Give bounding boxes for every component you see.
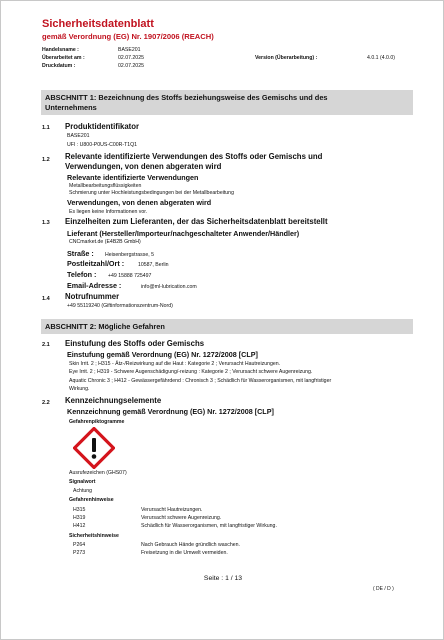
classification-line-1: Skin Irrit. 2 ; H315 - Ätz-/Reizwirkung auf die Haut : Kategorie 2 ; Verursacht Hautreizungen. (69, 361, 281, 367)
hazard-code: H412 (73, 523, 86, 529)
subsection-1-2-title-line2: Verwendungen, von denen abgeraten wird (65, 162, 222, 171)
language-code: ( DE / D ) (373, 586, 394, 592)
hazard-code: H319 (73, 515, 86, 521)
section1-heading-line2: Unternehmens (45, 102, 97, 112)
section2-heading-bar (41, 319, 413, 334)
telefon-value: +49 15888 725497 (108, 273, 152, 279)
subsection-1-4-number: 1.4 (42, 296, 50, 302)
subsection-2-1-number: 2.1 (42, 342, 50, 348)
emergency-number: +49 55119240 (Giftinformationszentrum-Nord) (67, 303, 173, 309)
hazard-text: Verursacht Hautreizungen. (141, 507, 203, 513)
email-value: info@ml-lubrication.com (141, 284, 197, 290)
handelsname-label: Handelsname : (42, 47, 79, 53)
document-title: Sicherheitsdatenblatt (42, 18, 154, 30)
precautionary-code: P264 (73, 542, 86, 548)
strasse-value: Heisenbergstrasse, 5 (105, 252, 155, 258)
hazard-code: H315 (73, 507, 86, 513)
subsection-1-4-title: Notrufnummer (65, 292, 120, 301)
section1-heading-line1: ABSCHNITT 1: Bezeichnung des Stoffs beziehungsweise des Gemischs und des (45, 93, 328, 102)
product-name: BASE201 (67, 133, 90, 139)
strasse-label: Straße : (67, 249, 94, 258)
ueberarbeitet-value: 02.07.2025 (118, 55, 144, 61)
classification-line-4: Wirkung. (69, 386, 90, 392)
page-number: Seite : 1 / 13 (203, 575, 243, 582)
signalwort-heading: Signalwort (69, 479, 96, 485)
version-value: 4.0.1 (4.0.0) (367, 55, 395, 61)
handelsname-value: BASE201 (118, 47, 141, 53)
section2-heading: ABSCHNITT 2: Mögliche Gefahren (45, 322, 165, 331)
identified-use-1: Metallbearbeitungsflüssigkeiten (69, 183, 142, 189)
druckdatum-label: Druckdatum : (42, 63, 76, 69)
subsection-2-1-title: Einstufung des Stoffs oder Gemischs (65, 339, 205, 348)
pictogram-heading: Gefahrenpiktogramme (69, 419, 125, 425)
identified-uses-heading: Relevante identifizierte Verwendungen (67, 173, 199, 182)
classification-line-2: Eye Irrit. 2 ; H319 - Schwere Augenschädigung/-reizung : Kategorie 2 ; Verursacht schwere Augenreizung. (69, 369, 313, 375)
ueberarbeitet-label: Überarbeitet am : (42, 55, 85, 61)
precautionary-code: P273 (73, 550, 86, 556)
hazard-text: Verursacht schwere Augenreizung. (141, 515, 222, 521)
labelling-heading: Kennzeichnung gemäß Verordnung (EG) Nr. 1272/2008 [CLP] (67, 407, 274, 416)
telefon-label: Telefon : (67, 270, 97, 279)
signalwort-value: Achtung (73, 488, 93, 494)
precautionary-statements-heading: Sicherheitshinweise (69, 533, 119, 539)
ghs07-exclamation-icon (73, 427, 115, 469)
supplier-heading: Lieferant (Hersteller/Importeur/nachgeschalteter Anwender/Händler) (67, 229, 300, 238)
subsection-1-3-number: 1.3 (42, 220, 50, 226)
section1-heading-bar (41, 90, 413, 115)
email-label: Email-Adresse : (67, 281, 122, 290)
druckdatum-value: 02.07.2025 (118, 63, 144, 69)
subsection-1-1-number: 1.1 (42, 125, 50, 131)
postleitzahl-value: 10587, Berlin (138, 262, 169, 268)
hazard-text: Schädlich für Wasserorganismen, mit langfristiger Wirkung. (141, 523, 277, 529)
subsection-1-2-title-line1: Relevante identifizierte Verwendungen des Stoffs oder Gemischs und (65, 152, 323, 161)
classification-line-3: Aquatic Chronic 3 ; H412 - Gewässergefährdend : Chronisch 3 ; Schädlich für Wasserorganismen, mit langfristiger (69, 378, 332, 384)
subsection-1-2-number: 1.2 (42, 157, 50, 163)
supplier-company: CNCmarket.de (E4B2B GmbH) (69, 239, 141, 245)
classification-heading: Einstufung gemäß Verordnung (EG) Nr. 1272/2008 [CLP] (67, 350, 258, 359)
advised-against-value: Es liegen keine Informationen vor. (69, 209, 148, 215)
identified-use-2: Schmierung unter Hochleistungsbedingungen bei der Metallbearbeitung (69, 190, 234, 196)
subsection-2-2-title: Kennzeichnungselemente (65, 396, 162, 405)
product-ufi: UFI : U800-P0US-C00R-T1Q1 (67, 142, 138, 148)
hazard-statements-heading: Gefahrenhinweise (69, 497, 114, 503)
document-subtitle: gemäß Verordnung (EG) Nr. 1907/2006 (REACH) (42, 32, 214, 41)
subsection-2-2-number: 2.2 (42, 400, 50, 406)
pictogram-caption: Ausrufezeichen (GHS07) (69, 470, 127, 476)
precautionary-text: Nach Gebrauch Hände gründlich waschen. (141, 542, 240, 548)
postleitzahl-label: Postleitzahl/Ort : (67, 259, 125, 268)
advised-against-heading: Verwendungen, von denen abgeraten wird (67, 198, 212, 207)
precautionary-text: Freisetzung in die Umwelt vermeiden. (141, 550, 228, 556)
subsection-1-3-title: Einzelheiten zum Lieferanten, der das Sicherheitsdatenblatt bereitstellt (65, 217, 328, 226)
subsection-1-1-title: Produktidentifikator (65, 122, 140, 131)
version-label: Version (Überarbeitung) : (255, 55, 318, 61)
